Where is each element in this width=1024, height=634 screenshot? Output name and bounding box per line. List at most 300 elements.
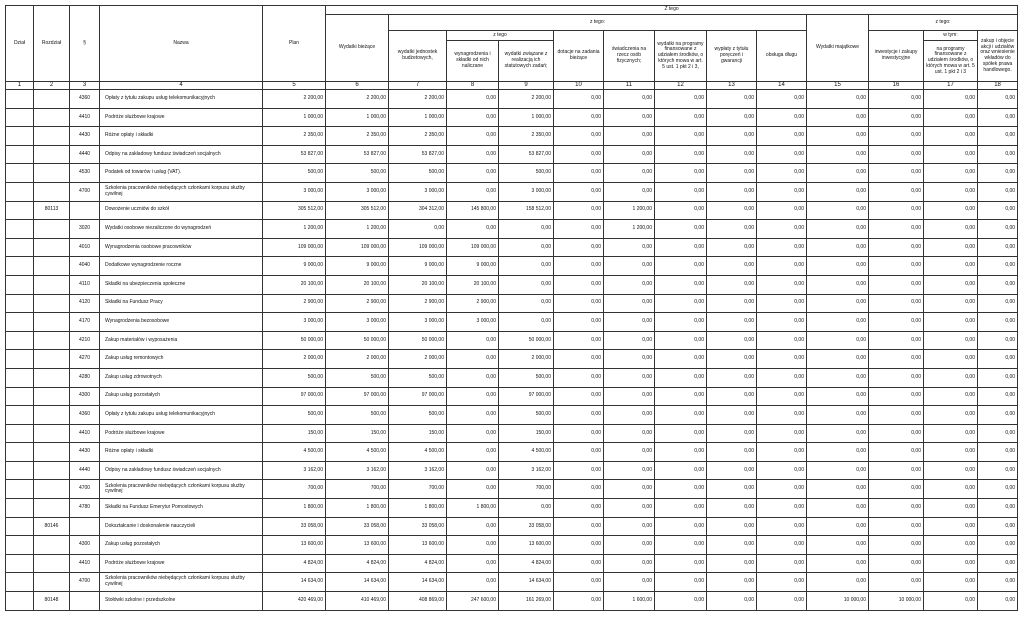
- cell-amount: 500,00: [499, 368, 554, 387]
- cell-paragraf: 4780: [70, 499, 100, 518]
- cell-amount: 0,00: [447, 182, 499, 201]
- cell-amount: 0,00: [554, 406, 604, 425]
- cell-amount: 0,00: [604, 313, 655, 332]
- cell-amount: 2 000,00: [263, 350, 326, 369]
- cell-amount: 0,00: [757, 480, 807, 499]
- column-number: 2: [34, 82, 70, 90]
- cell-amount: 0,00: [655, 275, 707, 294]
- cell-amount: 3 000,00: [389, 313, 447, 332]
- cell-amount: 0,00: [554, 517, 604, 536]
- cell-amount: 0,00: [707, 592, 757, 611]
- cell-amount: 0,00: [869, 517, 924, 536]
- cell-rozdzial: [34, 499, 70, 518]
- cell-amount: 0,00: [707, 499, 757, 518]
- cell-amount: 0,00: [807, 164, 869, 183]
- cell-amount: 500,00: [326, 368, 389, 387]
- cell-amount: 0,00: [757, 461, 807, 480]
- cell-rozdzial: [34, 90, 70, 109]
- cell-nazwa: Podatek od towarów i usług (VAT).: [100, 164, 263, 183]
- cell-amount: 13 600,00: [389, 536, 447, 555]
- cell-amount: 2 200,00: [389, 90, 447, 109]
- cell-amount: 0,00: [554, 201, 604, 220]
- cell-amount: 53 827,00: [263, 145, 326, 164]
- cell-amount: 0,00: [807, 554, 869, 573]
- cell-amount: 0,00: [869, 201, 924, 220]
- cell-paragraf: 4110: [70, 275, 100, 294]
- cell-amount: 150,00: [499, 424, 554, 443]
- cell-amount: 0,00: [604, 164, 655, 183]
- cell-amount: 0,00: [978, 406, 1018, 425]
- cell-amount: 305 512,00: [263, 201, 326, 220]
- cell-rozdzial: [34, 536, 70, 555]
- cell-amount: 0,00: [707, 90, 757, 109]
- cell-amount: 247 600,00: [447, 592, 499, 611]
- cell-amount: 0,00: [707, 201, 757, 220]
- cell-amount: 700,00: [263, 480, 326, 499]
- cell-amount: 9 000,00: [389, 257, 447, 276]
- cell-rozdzial: [34, 480, 70, 499]
- cell-amount: 0,00: [554, 127, 604, 146]
- cell-amount: 0,00: [707, 331, 757, 350]
- cell-dzial: [6, 387, 34, 406]
- cell-nazwa: Zakup usług pozostałych: [100, 387, 263, 406]
- table-row: [6, 90, 1018, 109]
- column-number: 5: [263, 82, 326, 90]
- table-row: [6, 182, 1018, 201]
- cell-dzial: [6, 238, 34, 257]
- table-row: [6, 517, 1018, 536]
- header-dzial: Dział: [6, 6, 34, 82]
- cell-nazwa: Składki na Fundusz Emerytur Pomostowych: [100, 499, 263, 518]
- cell-dzial: [6, 257, 34, 276]
- cell-rozdzial: [34, 108, 70, 127]
- header-swiadczenia: świadczenia na rzecz osób fizycznych;: [604, 31, 655, 82]
- cell-amount: 0,00: [924, 573, 978, 592]
- table-header: [6, 6, 1018, 90]
- cell-nazwa: Dowożenie uczniów do szkół: [100, 201, 263, 220]
- cell-amount: 0,00: [707, 164, 757, 183]
- table-row: [6, 554, 1018, 573]
- cell-amount: 0,00: [807, 201, 869, 220]
- header-z-tego-biezace: z tego:: [389, 15, 807, 31]
- cell-dzial: [6, 220, 34, 239]
- cell-amount: 0,00: [655, 536, 707, 555]
- cell-amount: 420 469,00: [263, 592, 326, 611]
- cell-amount: 0,00: [447, 90, 499, 109]
- cell-amount: 0,00: [655, 517, 707, 536]
- cell-amount: 3 000,00: [263, 182, 326, 201]
- cell-nazwa: Różne opłaty i składki: [100, 127, 263, 146]
- cell-nazwa: Dodatkowe wynagrodzenie roczne: [100, 257, 263, 276]
- cell-rozdzial: [34, 554, 70, 573]
- cell-dzial: [6, 517, 34, 536]
- cell-rozdzial: [34, 145, 70, 164]
- cell-amount: 0,00: [869, 90, 924, 109]
- cell-rozdzial: [34, 127, 70, 146]
- cell-amount: 0,00: [978, 90, 1018, 109]
- cell-amount: 1 200,00: [326, 220, 389, 239]
- cell-amount: 0,00: [655, 368, 707, 387]
- cell-amount: 500,00: [389, 406, 447, 425]
- table-row: [6, 331, 1018, 350]
- cell-amount: 0,00: [707, 461, 757, 480]
- cell-amount: 0,00: [757, 499, 807, 518]
- cell-paragraf: 4530: [70, 164, 100, 183]
- cell-amount: 0,00: [554, 220, 604, 239]
- cell-amount: 0,00: [869, 257, 924, 276]
- column-number: 18: [978, 82, 1018, 90]
- cell-rozdzial: [34, 443, 70, 462]
- cell-dzial: [6, 127, 34, 146]
- cell-amount: 408 869,00: [389, 592, 447, 611]
- cell-amount: 0,00: [924, 480, 978, 499]
- cell-rozdzial: [34, 164, 70, 183]
- cell-paragraf: 4410: [70, 554, 100, 573]
- cell-amount: 50 000,00: [263, 331, 326, 350]
- cell-amount: 0,00: [554, 182, 604, 201]
- cell-amount: 0,00: [807, 331, 869, 350]
- cell-amount: 0,00: [869, 480, 924, 499]
- cell-amount: 0,00: [978, 220, 1018, 239]
- cell-amount: 305 512,00: [326, 201, 389, 220]
- cell-rozdzial: [34, 461, 70, 480]
- cell-amount: 0,00: [807, 424, 869, 443]
- cell-dzial: [6, 443, 34, 462]
- cell-rozdzial: [34, 275, 70, 294]
- cell-amount: 0,00: [924, 220, 978, 239]
- cell-amount: 33 058,00: [326, 517, 389, 536]
- cell-amount: 0,00: [554, 592, 604, 611]
- cell-amount: 0,00: [604, 331, 655, 350]
- cell-amount: 0,00: [655, 220, 707, 239]
- cell-amount: 4 500,00: [389, 443, 447, 462]
- header-nazwa: Nazwa: [100, 6, 263, 82]
- cell-paragraf: 4360: [70, 406, 100, 425]
- cell-amount: 0,00: [707, 108, 757, 127]
- cell-amount: 0,00: [604, 257, 655, 276]
- cell-nazwa: Odpisy na zakładowy fundusz świadczeń socjalnych: [100, 461, 263, 480]
- cell-amount: 0,00: [655, 201, 707, 220]
- cell-nazwa: Szkolenia pracowników niebędących członkami korpusu służby cywilnej: [100, 182, 263, 201]
- cell-amount: 0,00: [604, 368, 655, 387]
- cell-paragraf: 4360: [70, 90, 100, 109]
- cell-amount: 700,00: [499, 480, 554, 499]
- cell-amount: 109 000,00: [389, 238, 447, 257]
- cell-amount: 500,00: [263, 164, 326, 183]
- column-number: 13: [707, 82, 757, 90]
- cell-amount: 0,00: [604, 517, 655, 536]
- cell-amount: 0,00: [655, 108, 707, 127]
- cell-amount: 0,00: [554, 331, 604, 350]
- cell-rozdzial: 80146: [34, 517, 70, 536]
- cell-rozdzial: [34, 294, 70, 313]
- cell-amount: 158 512,00: [499, 201, 554, 220]
- cell-amount: 0,00: [924, 424, 978, 443]
- cell-amount: 0,00: [655, 90, 707, 109]
- header-dotacje: dotacje na zadania bieżące: [554, 31, 604, 82]
- cell-amount: 0,00: [869, 331, 924, 350]
- cell-amount: 0,00: [869, 368, 924, 387]
- cell-amount: 0,00: [757, 536, 807, 555]
- header-w-tym: w tym:: [924, 31, 978, 41]
- cell-dzial: [6, 480, 34, 499]
- cell-amount: 1 000,00: [499, 108, 554, 127]
- cell-amount: 0,00: [707, 387, 757, 406]
- cell-paragraf: 4040: [70, 257, 100, 276]
- cell-amount: 0,00: [924, 536, 978, 555]
- cell-amount: 0,00: [604, 127, 655, 146]
- cell-amount: 0,00: [554, 573, 604, 592]
- cell-amount: 0,00: [707, 573, 757, 592]
- cell-paragraf: 4120: [70, 294, 100, 313]
- header-paragraf: §: [70, 6, 100, 82]
- cell-amount: 500,00: [326, 164, 389, 183]
- cell-amount: 0,00: [757, 90, 807, 109]
- cell-amount: 1 200,00: [604, 220, 655, 239]
- cell-amount: 0,00: [707, 257, 757, 276]
- cell-amount: 0,00: [924, 182, 978, 201]
- cell-amount: 0,00: [978, 275, 1018, 294]
- cell-amount: 0,00: [707, 368, 757, 387]
- cell-nazwa: Opłaty z tytułu zakupu usług telekomunikacyjnych: [100, 406, 263, 425]
- cell-amount: 0,00: [655, 554, 707, 573]
- cell-amount: 3 000,00: [326, 182, 389, 201]
- cell-amount: 0,00: [707, 554, 757, 573]
- cell-amount: 1 000,00: [263, 108, 326, 127]
- table-row: [6, 424, 1018, 443]
- table-row: [6, 499, 1018, 518]
- cell-amount: 14 634,00: [499, 573, 554, 592]
- cell-amount: 0,00: [807, 536, 869, 555]
- cell-nazwa: Składki na Fundusz Pracy: [100, 294, 263, 313]
- cell-amount: 150,00: [326, 424, 389, 443]
- table-row: [6, 164, 1018, 183]
- cell-amount: 0,00: [978, 164, 1018, 183]
- cell-amount: 0,00: [807, 387, 869, 406]
- cell-rozdzial: [34, 238, 70, 257]
- cell-amount: 2 000,00: [326, 350, 389, 369]
- cell-amount: 0,00: [757, 164, 807, 183]
- cell-amount: 0,00: [554, 387, 604, 406]
- cell-paragraf: 4700: [70, 480, 100, 499]
- cell-amount: 0,00: [499, 275, 554, 294]
- cell-amount: 0,00: [707, 275, 757, 294]
- header-wydatki-jednostek: wydatki jednostek budżetowych,: [389, 31, 447, 82]
- cell-amount: 0,00: [707, 238, 757, 257]
- cell-amount: 0,00: [869, 294, 924, 313]
- cell-amount: 0,00: [447, 164, 499, 183]
- cell-amount: 500,00: [499, 406, 554, 425]
- cell-amount: 0,00: [924, 164, 978, 183]
- cell-amount: 0,00: [807, 517, 869, 536]
- cell-amount: 0,00: [869, 424, 924, 443]
- cell-amount: 0,00: [554, 554, 604, 573]
- cell-amount: 9 000,00: [447, 257, 499, 276]
- cell-amount: 0,00: [869, 145, 924, 164]
- cell-amount: 0,00: [655, 387, 707, 406]
- cell-amount: 0,00: [604, 424, 655, 443]
- table-row: [6, 201, 1018, 220]
- cell-amount: 13 600,00: [263, 536, 326, 555]
- cell-amount: 20 100,00: [389, 275, 447, 294]
- cell-nazwa: Odpisy na zakładowy fundusz świadczeń socjalnych: [100, 145, 263, 164]
- cell-amount: 4 500,00: [499, 443, 554, 462]
- cell-amount: 0,00: [807, 350, 869, 369]
- cell-amount: 0,00: [869, 406, 924, 425]
- cell-amount: 0,00: [978, 499, 1018, 518]
- cell-amount: 0,00: [554, 443, 604, 462]
- cell-amount: 0,00: [978, 443, 1018, 462]
- column-number: 9: [499, 82, 554, 90]
- cell-amount: 20 100,00: [326, 275, 389, 294]
- header-wydatki-zwiazane: wydatki związane z realizacją ich statutowych zadań;: [499, 41, 554, 82]
- cell-amount: 0,00: [807, 145, 869, 164]
- cell-dzial: [6, 424, 34, 443]
- cell-amount: 0,00: [807, 461, 869, 480]
- cell-amount: 0,00: [447, 387, 499, 406]
- cell-paragraf: 4270: [70, 350, 100, 369]
- cell-amount: 0,00: [604, 350, 655, 369]
- cell-amount: 1 800,00: [447, 499, 499, 518]
- cell-amount: 0,00: [554, 536, 604, 555]
- cell-amount: 13 600,00: [499, 536, 554, 555]
- column-number: 16: [869, 82, 924, 90]
- cell-amount: 0,00: [978, 294, 1018, 313]
- cell-amount: 0,00: [604, 387, 655, 406]
- cell-dzial: [6, 536, 34, 555]
- cell-amount: 0,00: [807, 499, 869, 518]
- cell-amount: 33 058,00: [263, 517, 326, 536]
- cell-amount: 50 000,00: [326, 331, 389, 350]
- cell-amount: 0,00: [447, 424, 499, 443]
- cell-amount: 0,00: [924, 201, 978, 220]
- cell-amount: 0,00: [655, 350, 707, 369]
- cell-amount: 9 000,00: [263, 257, 326, 276]
- cell-amount: 4 824,00: [389, 554, 447, 573]
- header-wyplaty: wypłaty z tytułu poręczeń i gwarancji: [707, 31, 757, 82]
- cell-paragraf: 3020: [70, 220, 100, 239]
- cell-amount: 0,00: [924, 108, 978, 127]
- cell-amount: 0,00: [604, 275, 655, 294]
- cell-amount: 2 200,00: [263, 90, 326, 109]
- cell-rozdzial: [34, 350, 70, 369]
- table-row: [6, 145, 1018, 164]
- cell-amount: 0,00: [447, 145, 499, 164]
- cell-dzial: [6, 313, 34, 332]
- cell-amount: 0,00: [604, 294, 655, 313]
- cell-amount: 50 000,00: [389, 331, 447, 350]
- cell-dzial: [6, 331, 34, 350]
- cell-amount: 1 800,00: [263, 499, 326, 518]
- cell-amount: 0,00: [924, 499, 978, 518]
- cell-amount: 0,00: [554, 424, 604, 443]
- cell-nazwa: Wynagrodzenia osobowe pracowników: [100, 238, 263, 257]
- header-wydatki-majatkowe: Wydatki majątkowe: [807, 15, 869, 82]
- cell-amount: 3 162,00: [499, 461, 554, 480]
- cell-amount: 0,00: [707, 145, 757, 164]
- cell-amount: 53 827,00: [326, 145, 389, 164]
- cell-dzial: [6, 275, 34, 294]
- cell-amount: 0,00: [757, 443, 807, 462]
- cell-amount: 0,00: [554, 294, 604, 313]
- cell-amount: 0,00: [807, 275, 869, 294]
- header-wynagrodzenia: wynagrodzenia i składki od nich naliczane: [447, 41, 499, 82]
- cell-amount: 0,00: [707, 424, 757, 443]
- cell-nazwa: Zakup usług remontowych: [100, 350, 263, 369]
- cell-amount: 0,00: [604, 443, 655, 462]
- cell-amount: 0,00: [807, 294, 869, 313]
- cell-dzial: [6, 573, 34, 592]
- cell-amount: 0,00: [807, 108, 869, 127]
- cell-amount: 0,00: [978, 536, 1018, 555]
- cell-amount: 0,00: [807, 480, 869, 499]
- cell-dzial: [6, 406, 34, 425]
- cell-paragraf: [70, 517, 100, 536]
- cell-amount: 0,00: [655, 294, 707, 313]
- cell-paragraf: 4700: [70, 182, 100, 201]
- cell-amount: 0,00: [869, 536, 924, 555]
- cell-amount: 109 000,00: [263, 238, 326, 257]
- cell-amount: 0,00: [655, 480, 707, 499]
- cell-amount: 0,00: [757, 592, 807, 611]
- cell-amount: 0,00: [807, 406, 869, 425]
- cell-amount: 0,00: [757, 182, 807, 201]
- table-row: [6, 108, 1018, 127]
- cell-paragraf: 4170: [70, 313, 100, 332]
- cell-nazwa: Szkolenia pracowników niebędących członkami korpusu służby cywilnej: [100, 573, 263, 592]
- cell-paragraf: 4410: [70, 424, 100, 443]
- cell-amount: 0,00: [807, 573, 869, 592]
- cell-amount: 0,00: [554, 257, 604, 276]
- table-row: [6, 127, 1018, 146]
- cell-amount: 0,00: [757, 275, 807, 294]
- cell-amount: 97 000,00: [326, 387, 389, 406]
- cell-amount: 304 312,00: [389, 201, 447, 220]
- cell-amount: 0,00: [978, 182, 1018, 201]
- cell-amount: 0,00: [447, 480, 499, 499]
- cell-amount: 0,00: [978, 108, 1018, 127]
- cell-amount: 2 000,00: [389, 350, 447, 369]
- cell-amount: 0,00: [447, 220, 499, 239]
- cell-amount: 0,00: [499, 499, 554, 518]
- cell-amount: 700,00: [326, 480, 389, 499]
- cell-amount: 0,00: [447, 461, 499, 480]
- table-row: [6, 573, 1018, 592]
- cell-amount: 0,00: [757, 424, 807, 443]
- cell-amount: 0,00: [978, 145, 1018, 164]
- cell-amount: 0,00: [554, 164, 604, 183]
- cell-amount: 0,00: [554, 90, 604, 109]
- cell-amount: 0,00: [924, 238, 978, 257]
- cell-rozdzial: [34, 424, 70, 443]
- cell-amount: 0,00: [707, 313, 757, 332]
- table-row: [6, 368, 1018, 387]
- cell-amount: 0,00: [924, 461, 978, 480]
- cell-amount: 4 824,00: [263, 554, 326, 573]
- cell-paragraf: 4010: [70, 238, 100, 257]
- cell-amount: 3 000,00: [499, 182, 554, 201]
- cell-dzial: [6, 461, 34, 480]
- cell-amount: 2 350,00: [389, 127, 447, 146]
- cell-amount: 0,00: [447, 536, 499, 555]
- cell-amount: 0,00: [757, 554, 807, 573]
- cell-amount: 1 200,00: [604, 201, 655, 220]
- cell-amount: 0,00: [655, 443, 707, 462]
- cell-amount: 0,00: [757, 257, 807, 276]
- table-body: [6, 90, 1018, 611]
- cell-amount: 0,00: [869, 182, 924, 201]
- header-z-tego-inner: z tego: [447, 31, 554, 41]
